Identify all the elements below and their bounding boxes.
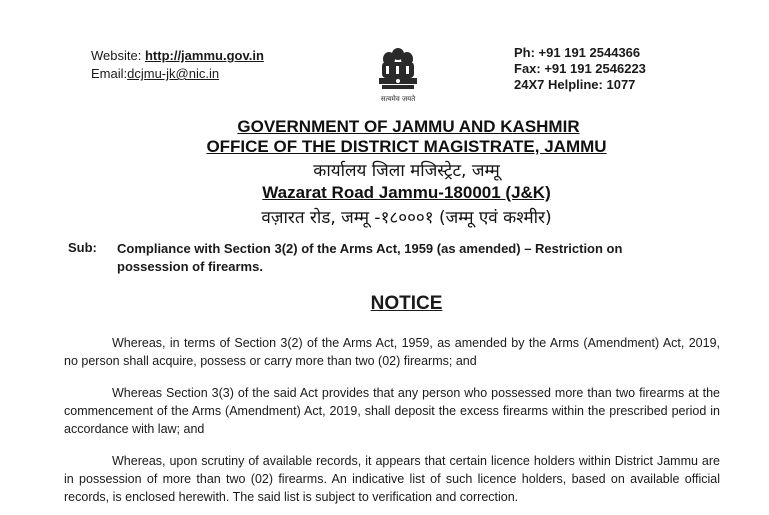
paragraph-1 (64, 334, 720, 370)
website-row (91, 47, 264, 65)
email-label: Email: (91, 66, 128, 81)
office-title-hindi: कार्यालय जिला मजिस्ट्रेट, जम्मू (313, 161, 500, 181)
paragraph-1-text: Whereas, in terms of Section 3(2) of the Arms Act, 1959, as amended by the Arms (Amendment) Act, 2019, no person shall acquire, possess or carry more than two (02) firearms; and (64, 336, 720, 368)
paragraph-3 (64, 452, 720, 506)
website-label: Website: (91, 48, 142, 63)
office-address-hindi: वज़ारत रोड, जम्मू -१८०००१ (जम्मू एवं कश्मीर) (261, 208, 552, 228)
paragraph-2-text: Whereas Section 3(3) of the said Act provides that any person who possessed more than two firearms at the commencement of the Arms (Amendment) Act, 2019, shall deposit the excess firearms within the prescribed period in accordance with law; and (64, 386, 720, 436)
govt-title: GOVERNMENT OF JAMMU AND KASHMIR (237, 117, 580, 136)
office-title: OFFICE OF THE DISTRICT MAGISTRATE, JAMMU (206, 137, 607, 156)
paragraph-3-text: Whereas, upon scrutiny of available records, it appears that certain licence holders within District Jammu are in possession of more than two (02) firearms. An indicative list of such licence holders, based on available official records, is enclosed herewith. The said list is subject to verification and correction. (64, 454, 720, 504)
office-address: Wazarat Road Jammu-180001 (J&K) (262, 183, 551, 202)
phone-number: Ph: +91 191 2544366 (514, 45, 641, 60)
email-link[interactable]: dcjmu-jk@nic.in (127, 66, 220, 81)
paragraph-2 (64, 384, 720, 438)
contact-right (514, 45, 646, 93)
website-link[interactable]: http://jammu.gov.in (144, 48, 264, 63)
fax-number: Fax: +91 191 2546223 (514, 61, 646, 76)
notice-title: NOTICE (370, 293, 443, 314)
subject-text: Compliance with Section 3(2) of the Arms Act, 1959 (as amended) – Restriction on possession of firearms. (117, 241, 623, 274)
svg-text:सत्यमेव जयते: सत्यमेव जयते (380, 95, 416, 103)
email-row (91, 65, 264, 83)
subject-label: Sub: (68, 240, 97, 255)
helpline-number: 24X7 Helpline: 1077 (514, 77, 636, 92)
contact-left (91, 47, 264, 83)
national-emblem-icon (370, 44, 426, 108)
